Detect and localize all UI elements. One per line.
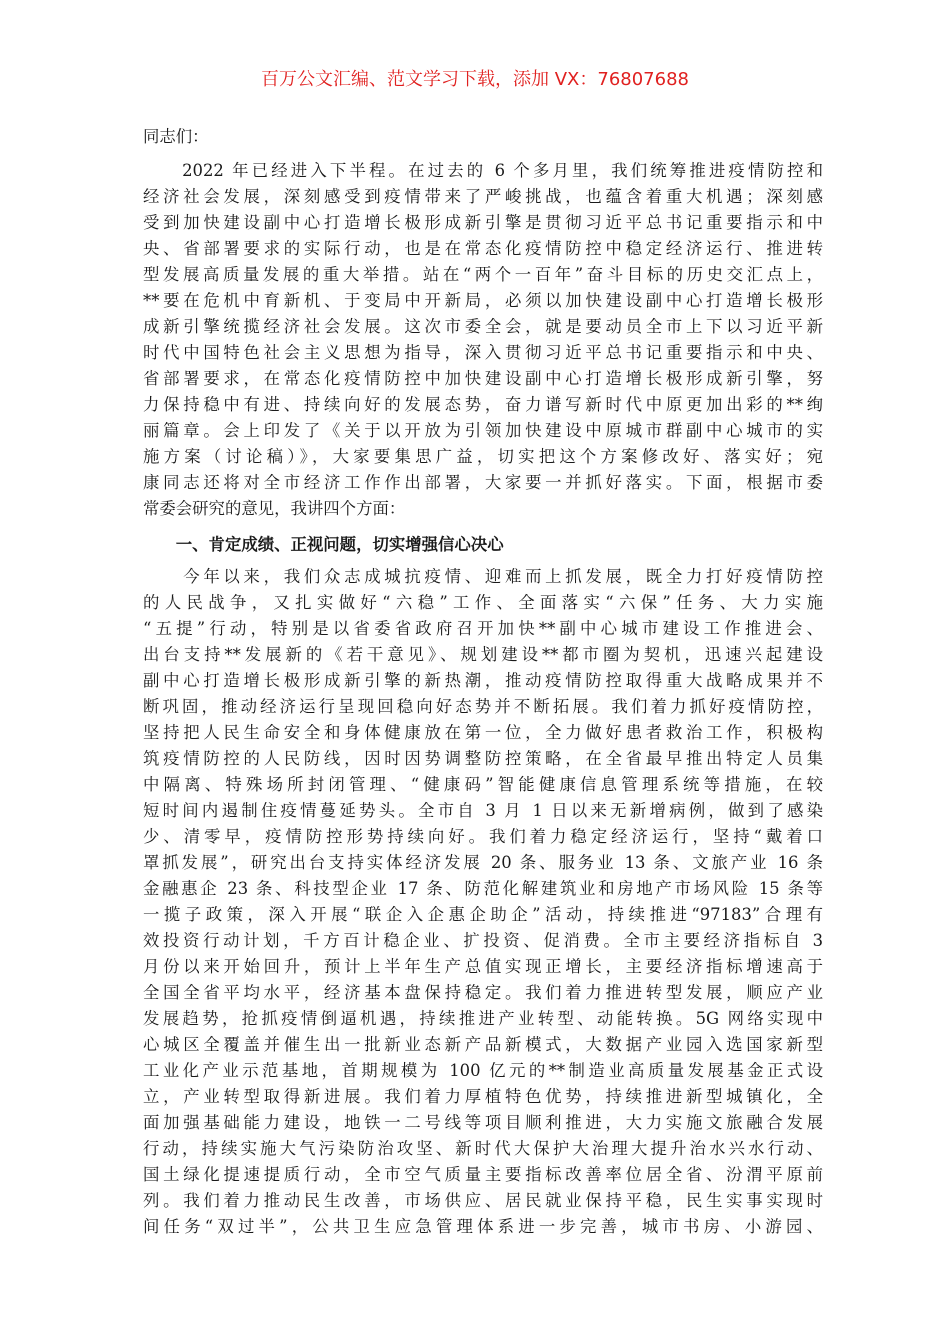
paragraph-line: 经济社会发展，深刻感受到疫情带来了严峻挑战，也蕴含着重大机遇；深刻感 xyxy=(143,187,823,206)
header-banner: 百万公文汇编、范文学习下载，添加 VX：76807688 xyxy=(261,69,689,90)
spacer xyxy=(143,522,823,532)
greeting: 同志们： xyxy=(143,127,209,146)
paragraph-line: 出台支持**发展新的《若干意见》、规划建设**都市圈为契机，迅速兴起建设 xyxy=(143,645,823,664)
paragraph-line: 施方案（讨论稿）》，大家要集思广益，切实把这个方案修改好、落实好；宛 xyxy=(143,447,823,466)
paragraph-line: 成新引擎统揽经济社会发展。这次市委全会，就是要动员全市上下以习近平新 xyxy=(143,317,823,336)
paragraph-line: 国土绿化提速提质行动，全市空气质量主要指标改善率位居全省、汾渭平原前 xyxy=(143,1165,823,1184)
paragraph-line: 力保持稳中有进、持续向好的发展态势，奋力谱写新时代中原更加出彩的**绚 xyxy=(143,395,823,414)
paragraph-line: **要在危机中育新机、于变局中开新局，必须以加快建设副中心打造增长极形 xyxy=(143,291,823,310)
paragraph-line: 断巩固，推动经济运行呈现回稳向好态势并不断拓展。我们着力抓好疫情防控， xyxy=(143,697,823,716)
paragraph-line: 月份以来开始回升，预计上半年生产总值实现正增长，主要经济指标增速高于 xyxy=(143,957,823,976)
paragraph-line: 丽篇章。会上印发了《关于以开放为引领加快建设中原城市群副中心城市的实 xyxy=(143,421,823,440)
paragraph-line: 受到加快建设副中心打造增长极形成新引擎是贯彻习近平总书记重要指示和中 xyxy=(143,213,823,232)
paragraph-line: 坚持把人民生命安全和身体健康放在第一位，全力做好患者救治工作，积极构 xyxy=(143,723,823,742)
document-body xyxy=(143,124,823,1240)
paragraph-line: 立，产业转型取得新进展。我们着力厚植特色优势，持续推进新型城镇化，全 xyxy=(143,1087,823,1106)
section-paragraph xyxy=(143,564,823,1240)
paragraph-line: 面加强基础能力建设，地铁一二号线等项目顺利推进，大力实施文旅融合发展 xyxy=(143,1113,823,1132)
paragraph-line: 今年以来，我们众志成城抗疫情、迎难而上抓发展，既全力打好疫情防控 xyxy=(143,567,823,586)
paragraph-line: 全国全省平均水平，经济基本盘保持稳定。我们着力推进转型发展，顺应产业 xyxy=(143,983,823,1002)
paragraph-line: 康同志还将对全市经济工作作出部署，大家要一并抓好落实。下面，根据市委 xyxy=(143,473,823,492)
paragraph-line: 省部署要求，在常态化疫情防控中加快建设副中心打造增长极形成新引擎，努 xyxy=(143,369,823,388)
paragraph-line: 间任务“双过半”，公共卫生应急管理体系进一步完善，城市书房、小游园、 xyxy=(143,1217,823,1236)
paragraph-line: 少、清零早，疫情防控形势持续向好。我们着力稳定经济运行，坚持“戴着口 xyxy=(143,827,823,846)
section-heading: 一、肯定成绩、正视问题，切实增强信心决心 xyxy=(143,535,504,554)
paragraph-line: 效投资行动计划，千方百计稳企业、扩投资、促消费。全市主要经济指标自 3 xyxy=(143,931,823,950)
paragraph-line: 一揽子政策，深入开展“联企入企惠企助企”活动，持续推进“97183”合理有 xyxy=(143,905,823,924)
paragraph-line: 心城区全覆盖并催生出一批新业态新产品新模式，大数据产业园入选国家新型 xyxy=(143,1035,823,1054)
paragraph-line: 短时间内遏制住疫情蔓延势头。全市自 3 月 1 日以来无新增病例，做到了感染 xyxy=(143,801,823,820)
paragraph-line: 行动，持续实施大气污染防治攻坚、新时代大保护大治理大提升治水兴水行动、 xyxy=(143,1139,823,1158)
paragraph-line: 筑疫情防控的人民防线，因时因势调整防控策略，在全省最早推出特定人员集 xyxy=(143,749,823,768)
paragraph-line: 型发展高质量发展的重大举措。站在“两个一百年”奋斗目标的历史交汇点上， xyxy=(143,265,823,284)
paragraph-line: “五提”行动，特别是以省委省政府召开加快**副中心城市建设工作推进会、 xyxy=(143,619,823,638)
paragraph-line: 列。我们着力推动民生改善，市场供应、居民就业保持平稳，民生实事实现时 xyxy=(143,1191,823,1210)
paragraph-line: 常委会研究的意见，我讲四个方面： xyxy=(143,499,406,518)
paragraph-line: 工业化产业示范基地，首期规模为 100 亿元的**制造业高质量发展基金正式设 xyxy=(143,1061,823,1080)
intro-paragraph xyxy=(143,158,823,522)
paragraph-line: 的人民战争，又扎实做好“六稳”工作、全面落实“六保”任务、大力实施 xyxy=(143,593,823,612)
paragraph-line: 央、省部署要求的实际行动，也是在常态化疫情防控中稳定经济运行、推进转 xyxy=(143,239,823,258)
paragraph-line: 金融惠企 23 条、科技型企业 17 条、防范化解建筑业和房地产市场风险 15 条等 xyxy=(143,879,823,898)
paragraph-line: 时代中国特色社会主义思想为指导，深入贯彻习近平总书记重要指示和中央、 xyxy=(143,343,823,362)
paragraph-line: 罩抓发展”，研究出台支持实体经济发展 20 条、服务业 13 条、文旅产业 16 条 xyxy=(143,853,823,872)
paragraph-line: 副中心打造增长极形成新引擎的新热潮，推动疫情防控取得重大战略成果并不 xyxy=(143,671,823,690)
paragraph-line: 中隔离、特殊场所封闭管理、“健康码”智能健康信息管理系统等措施，在较 xyxy=(143,775,823,794)
paragraph-line: 2022 年已经进入下半程。在过去的 6 个多月里，我们统筹推进疫情防控和 xyxy=(143,161,823,180)
paragraph-line: 发展趋势，抢抓疫情倒逼机遇，持续推进产业转型、动能转换。5G 网络实现中 xyxy=(143,1009,823,1028)
